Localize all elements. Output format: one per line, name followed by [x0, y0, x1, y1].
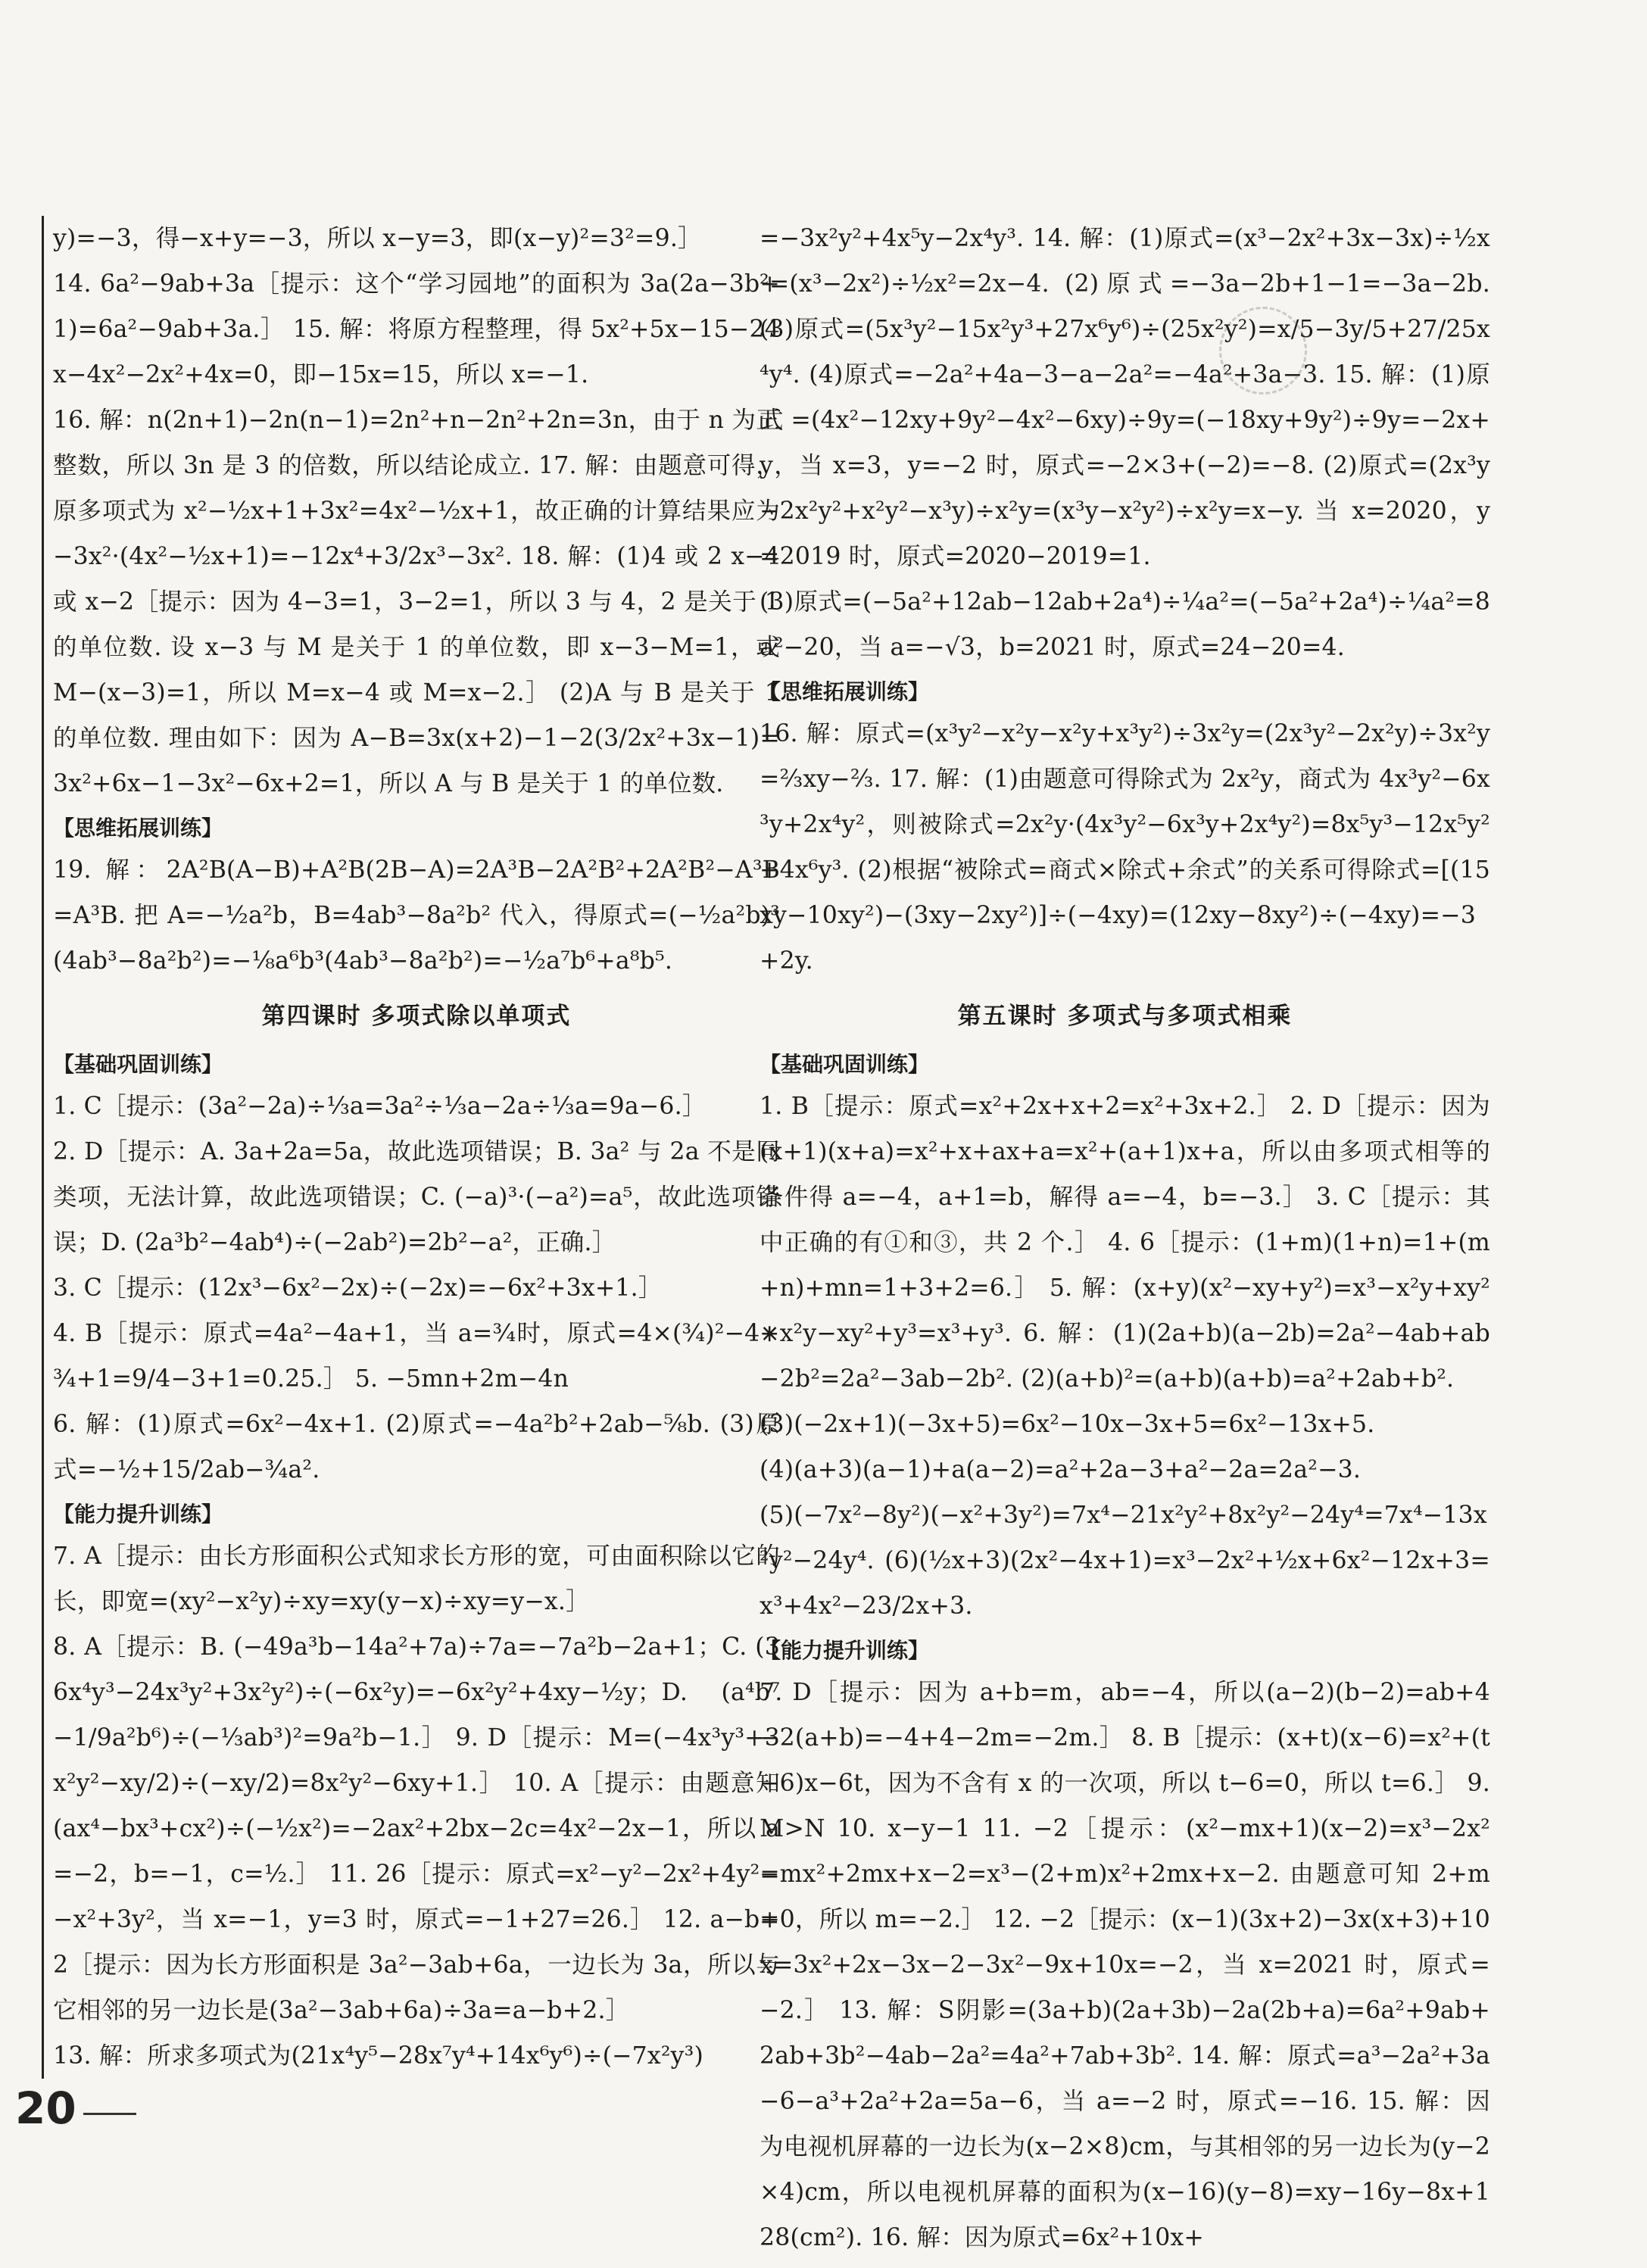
paragraph: =−3x²y²+4x⁵y−2x⁴y³. 14. 解：(1)原式=(x³−2x²+3x−3x)÷½x²=(x³−2x²)÷½x²=2x−4. (2)原式=−3a−2b+1−1=−3a−2b. (3)原式=(5x³y²−15x²y³+27x⁶y⁶)÷(25x²y²)=x/5−3y/5+27/25x⁴y⁴. (4)原式=−2a²+4a−3−a−2a²=−4a²+3a−3. 15. 解：(1)原式=(4x²−12xy+9y²−4x²−6xy)÷9y=(−18xy+9y²)÷9y=−2x+y，当 x=3，y=−2 时，原式=−2×3+(−2)=−8. (2)原式=(2x³y−2x²y²+x²y²−x³y)÷x²y=(x³y−x²y²)÷x²y=x−y. 当 x=2020，y=2019 时，原式=2020−2019=1.: [760, 225, 1490, 570]
paragraph: (4)(a+3)(a−1)+a(a−2)=a²+2a−3+a²−2a=2a²−3.: [760, 1456, 1362, 1483]
section-heading: 【能力提升训练】: [760, 1638, 930, 1663]
right-column: [760, 216, 1490, 2260]
paragraph: 8. A［提示：B. (−49a³b−14a²+7a)÷7a=−7a²b−2a+1；C. (36x⁴y³−24x³y²+3x²y²)÷(−6x²y)=−6x²y²+4xy−½y；D. (a⁴b⁷−1/9a²b⁶)÷(−⅓ab³)²=9a²b−1.］ 9. D［提示：M=(−4x³y³+3x²y²−xy/2)÷(−xy/2)=8x²y²−6xy+1.］ 10. A［提示：由题意知(ax⁴−bx³+cx²)÷(−½x²)=−2ax²+2bx−2c=4x²−2x−1，所以 a=−2，b=−1，c=½.］ 11. 26［提示：原式=x²−y²−2x²+4y²=−x²+3y²，当 x=−1，y=3 时，原式=−1+27=26.］ 12. a−b+2［提示：因为长方形面积是 3a²−3ab+6a，一边长为 3a，所以与它相邻的另一边长是(3a²−3ab+6a)÷3a=a−b+2.］: [53, 1633, 780, 2024]
paragraph: 7. A［提示：由长方形面积公式知求长方形的宽，可由面积除以它的长，即宽=(xy²−x²y)÷xy=xy(y−x)÷xy=y−x.］: [53, 1543, 780, 1615]
paragraph: (3)原式=(−5a²+12ab−12ab+2a⁴)÷¼a²=(−5a²+2a⁴)÷¼a²=8a²−20，当 a=−√3，b=2021 时，原式=24−20=4.: [760, 588, 1490, 661]
section-heading: 【基础巩固训练】: [53, 1052, 223, 1077]
left-column: [42, 216, 780, 2079]
paragraph: y)=−3，得−x+y=−3，所以 x−y=3，即(x−y)²=3²=9.］: [53, 225, 702, 252]
paragraph: 13. 解：所求多项式为(21x⁴y⁵−28x⁷y⁴+14x⁶y⁶)÷(−7x²y³): [53, 2042, 703, 2070]
paragraph: 19. 解：2A²B(A−B)+A²B(2B−A)=2A³B−2A²B²+2A²B²−A³B=A³B. 把 A=−½a²b，B=4ab³−8a²b² 代入，得原式=(−½a²b)³(4ab³−8a²b²)=−⅛a⁶b³(4ab³−8a²b²)=−½a⁷b⁶+a⁸b⁵.: [53, 856, 780, 975]
page-number-rule: [83, 2113, 136, 2115]
page-number: 20: [15, 2082, 76, 2134]
paragraph: (3)(−2x+1)(−3x+5)=6x²−10x−3x+5=6x²−13x+5.: [760, 1411, 1375, 1438]
lesson-title: 第五课时 多项式与多项式相乘: [957, 1003, 1293, 1030]
paragraph: 2. D［提示：A. 3a+2a=5a，故此选项错误；B. 3a² 与 2a 不是同类项，无法计算，故此选项错误；C. (−a)³·(−a²)=a⁵，故此选项错误；D. (2a³b²−4ab⁴)÷(−2ab²)=2b²−a²，正确.］: [53, 1138, 780, 1256]
paragraph: 1. C［提示：(3a²−2a)÷⅓a=3a²÷⅓a−2a÷⅓a=9a−6.］: [53, 1093, 707, 1120]
section-heading: 【能力提升训练】: [53, 1502, 223, 1527]
paragraph: (5)(−7x²−8y²)(−x²+3y²)=7x⁴−21x²y²+8x²y²−24y⁴=7x⁴−13x²y²−24y⁴. (6)(½x+3)(2x²−4x+1)=x³−2x²+½x+6x²−12x+3= x³+4x²−23/2x+3.: [760, 1502, 1490, 1620]
section-heading: 【基础巩固训练】: [760, 1052, 930, 1077]
paragraph: 1. B［提示：原式=x²+2x+x+2=x²+3x+2.］ 2. D［提示：因为(x+1)(x+a)=x²+x+ax+a=x²+(a+1)x+a，所以由多项式相等的条件得 a=−4，a+1=b，解得 a=−4，b=−3.］ 3. C［提示：其中正确的有①和③，共 2 个.］ 4. 6［提示：(1+m)(1+n)=1+(m+n)+mn=1+3+2=6.］ 5. 解：(x+y)(x²−xy+y²)=x³−x²y+xy²+x²y−xy²+y³=x³+y³. 6. 解：(1)(2a+b)(a−2b)=2a²−4ab+ab−2b²=2a²−3ab−2b². (2)(a+b)²=(a+b)(a+b)=a²+2ab+b².: [760, 1093, 1490, 1393]
lesson-title: 第四课时 多项式除以单项式: [261, 1003, 572, 1030]
paragraph: 16. 解：原式=(x³y²−x²y−x²y+x³y²)÷3x²y=(2x³y²−2x²y)÷3x²y=⅔xy−⅔. 17. 解：(1)由题意可得除式为 2x²y，商式为 4x³y²−6x³y+2x⁴y²，则被除式=2x²y·(4x³y²−6x³y+2x⁴y²)=8x⁵y³−12x⁵y²+4x⁶y³. (2)根据“被除式=商式×除式+余式”的关系可得除式=[(15xy−10xy²)−(3xy−2xy²)]÷(−4xy)=(12xy−8xy²)÷(−4xy)=−3+2y.: [760, 720, 1490, 975]
paragraph: 6. 解：(1)原式=6x²−4x+1. (2)原式=−4a²b²+2ab−⅝b. (3)原式=−½+15/2ab−¾a².: [53, 1411, 780, 1483]
section-heading: 【思维拓展训练】: [53, 816, 223, 841]
section-heading: 【思维拓展训练】: [760, 679, 930, 704]
paragraph: 7. D［提示：因为 a+b=m，ab=−4，所以(a−2)(b−2)=ab+4−2(a+b)=−4+4−2m=−2m.］ 8. B［提示：(x+t)(x−6)=x²+(t−6)x−6t，因为不含有 x 的一次项，所以 t−6=0，所以 t=6.］ 9. M>N 10. x−y−1 11. −2［提示：(x²−mx+1)(x−2)=x³−2x²−mx²+2mx+x−2=x³−(2+m)x²+2mx+x−2. 由题意可知 2+m=0，所以 m=−2.］ 12. −2［提示：(x−1)(3x+2)−3x(x+3)+10x=3x²+2x−3x−2−3x²−9x+10x=−2，当 x=2021 时，原式=−2.］ 13. 解：S阴影=(3a+b)(2a+3b)−2a(2b+a)=6a²+9ab+2ab+3b²−4ab−2a²=4a²+7ab+3b². 14. 解：原式=a³−2a²+3a−6−a³+2a²+2a=5a−6，当 a=−2 时，原式=−16. 15. 解：因为电视机屏幕的一边长为(x−2×8)cm，与其相邻的另一边长为(y−2×4)cm，所以电视机屏幕的面积为(x−16)(y−8)=xy−16y−8x+128(cm²). 16. 解：因为原式=6x²+10x+: [760, 1679, 1490, 2251]
paragraph: 16. 解：n(2n+1)−2n(n−1)=2n²+n−2n²+2n=3n，由于 n 为正整数，所以 3n 是 3 的倍数，所以结论成立. 17. 解：由题意可得，原多项式为 x²−½x+1+3x²=4x²−½x+1，故正确的计算结果应为−3x²·(4x²−½x+1)=−12x⁴+3/2x³−3x². 18. 解：(1)4 或 2 x−4 或 x−2［提示：因为 4−3=1，3−2=1，所以 3 与 4，2 是关于 1 的单位数. 设 x−3 与 M 是关于 1 的单位数，即 x−3−M=1，或 M−(x−3)=1，所以 M=x−4 或 M=x−2.］ (2)A 与 B 是关于 1 的单位数. 理由如下：因为 A−B=3x(x+2)−1−2(3/2x²+3x−1)=3x²+6x−1−3x²−6x+2=1，所以 A 与 B 是关于 1 的单位数.: [53, 407, 780, 797]
paragraph: 14. 6a²−9ab+3a［提示：这个“学习园地”的面积为 3a(2a−3b+1)=6a²−9ab+3a.］ 15. 解：将原方程整理，得 5x²+5x−15−24x−4x²−2x²+4x=0，即−15x=15，所以 x=−1.: [53, 270, 780, 388]
paragraph: 4. B［提示：原式=4a²−4a+1，当 a=¾时，原式=4×(¾)²−4×¾+1=9/4−3+1=0.25.］ 5. −5mn+2m−4n: [53, 1320, 780, 1393]
paragraph: 3. C［提示：(12x³−6x²−2x)÷(−2x)=−6x²+3x+1.］: [53, 1274, 663, 1302]
faint-stamp-watermark: [1219, 307, 1307, 395]
